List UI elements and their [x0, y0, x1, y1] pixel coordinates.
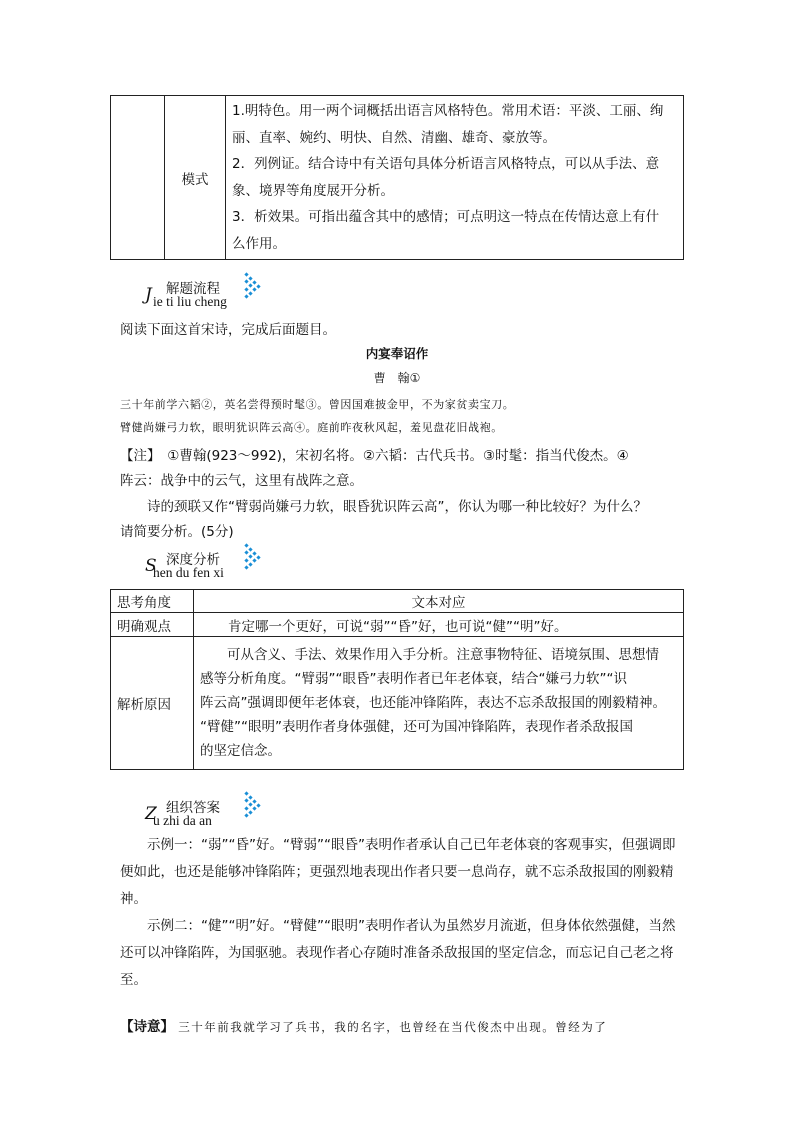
section-pinyin: ie ti liu cheng — [153, 294, 227, 309]
mode-line: 2．列例证。结合诗中有关语句具体分析语言风格特点，可以从手法、意 — [232, 156, 660, 172]
question-line: 诗的颈联又作“臂弱尚嫌弓力软，眼昏犹识阵云高”，你认为哪一种比较好？为什么？ — [147, 499, 647, 515]
mode-label: 模式 — [165, 96, 226, 260]
poem-title: 内宴奉诏作 — [365, 346, 429, 361]
poem-author: 曹 翰① — [373, 371, 421, 385]
notes-line: 阵云：战争中的云气，这里有战阵之意。 — [120, 473, 363, 489]
notes-line: 【注】 ①曹翰(923～992)，宋初名将。②六韬：古代兵书。③时髦：指当代俊杰。④ — [120, 448, 629, 464]
mode-content — [226, 96, 684, 260]
diamond-arrow-icon — [243, 271, 263, 299]
intro-text: 阅读下面这首宋诗，完成后面题目。 — [120, 322, 336, 338]
mode-line: 丽、直率、婉约、明快、自然、清幽、雄奇、豪放等。 — [232, 129, 556, 146]
analysis-table — [110, 589, 684, 770]
mode-line: 么作用。 — [232, 235, 286, 252]
poem-line: 臂健尚嫌弓力软，眼明犹识阵云高④。庭前昨夜秋风起，羞见盘花旧战袍。 — [120, 421, 503, 434]
answer-example-2: 示例二：“健”“明”好。“臂健”“眼明”表明作者认为虽然岁月流逝，但身体依然强健，当然还可以冲锋陷阵，为国驱驰。表现作者心存随时准备杀敌报国的坚定信念，而忘记自己老之将至。 — [120, 918, 676, 988]
mode-line: 1.明特色。用一两个词概括出语言风格特色。常用术语：平淡、工丽、绚 — [232, 103, 664, 119]
answer-example-1: 示例一：“弱”“昏”好。“臂弱”“眼昏”表明作者承认自己已年老体衰的客观事实，但强调即便如此，也还是能够冲锋陷阵；更强烈地表现出作者只要一息尚存，就不忘杀敌报国的刚毅精神。 — [120, 837, 676, 907]
section-title: 解题流程 — [166, 281, 220, 297]
section-pinyin: u zhi da an — [153, 813, 212, 828]
section-title: 深度分析 — [166, 552, 220, 568]
section-cap-letter: S — [145, 556, 157, 576]
header-text: 文本对应 — [194, 590, 684, 613]
row-label-reason: 解析原因 — [111, 637, 194, 770]
poem-line: 三十年前学六韬②，英名尝得预时髦③。曾因国难披金甲，不为家贫卖宝刀。 — [120, 398, 515, 411]
section-cap-letter: Z — [145, 804, 157, 824]
reason-line: 可从含义、手法、效果作用入手分析。注意事物特征、语境氛围、思想情 — [200, 647, 659, 663]
diamond-arrow-icon — [243, 542, 263, 570]
answers-block — [120, 832, 682, 994]
mode-line: 象、境界等角度展开分析。 — [232, 182, 394, 199]
poem-meaning-text: 三十年前我就学习了兵书，我的名字，也曾经在当代俊杰中出现。曾经为了 — [178, 1020, 608, 1034]
row-text-reason — [194, 637, 684, 770]
section-title: 组织答案 — [166, 800, 220, 816]
row-label-viewpoint: 明确观点 — [111, 613, 194, 637]
reason-line: 的坚定信念。 — [200, 743, 281, 759]
reason-line: 阵云高”强调即便年老体衰，也还能冲锋陷阵，表达不忘杀敌报国的刚毅精神。 — [200, 695, 666, 711]
reason-line: 感等分析角度。“臂弱”“眼昏”表明作者已年老体衰，结合“嫌弓力软”“识 — [200, 671, 627, 687]
reason-line: “臂健”“眼明”表明作者身体强健，还可为国冲锋陷阵，表现作者杀敌报国 — [200, 719, 633, 735]
empty-cell — [111, 96, 165, 260]
header-angle: 思考角度 — [111, 590, 194, 613]
section-pinyin: hen du fen xi — [153, 565, 224, 580]
question-line: 请简要分析。(5分) — [120, 524, 234, 540]
mode-line: 3．析效果。可指出蕴含其中的感情；可点明这一特点在传情达意上有什 — [232, 209, 660, 225]
row-text-viewpoint: 肯定哪一个更好，可说“弱”“昏”好，也可说“健”“明”好。 — [194, 613, 684, 637]
section-cap-letter: J — [145, 285, 152, 305]
poem-meaning-line — [120, 1015, 607, 1035]
diamond-arrow-icon — [243, 790, 263, 818]
poem-meaning-tag: 【诗意】 — [120, 1019, 174, 1035]
style-method-table — [110, 95, 684, 260]
